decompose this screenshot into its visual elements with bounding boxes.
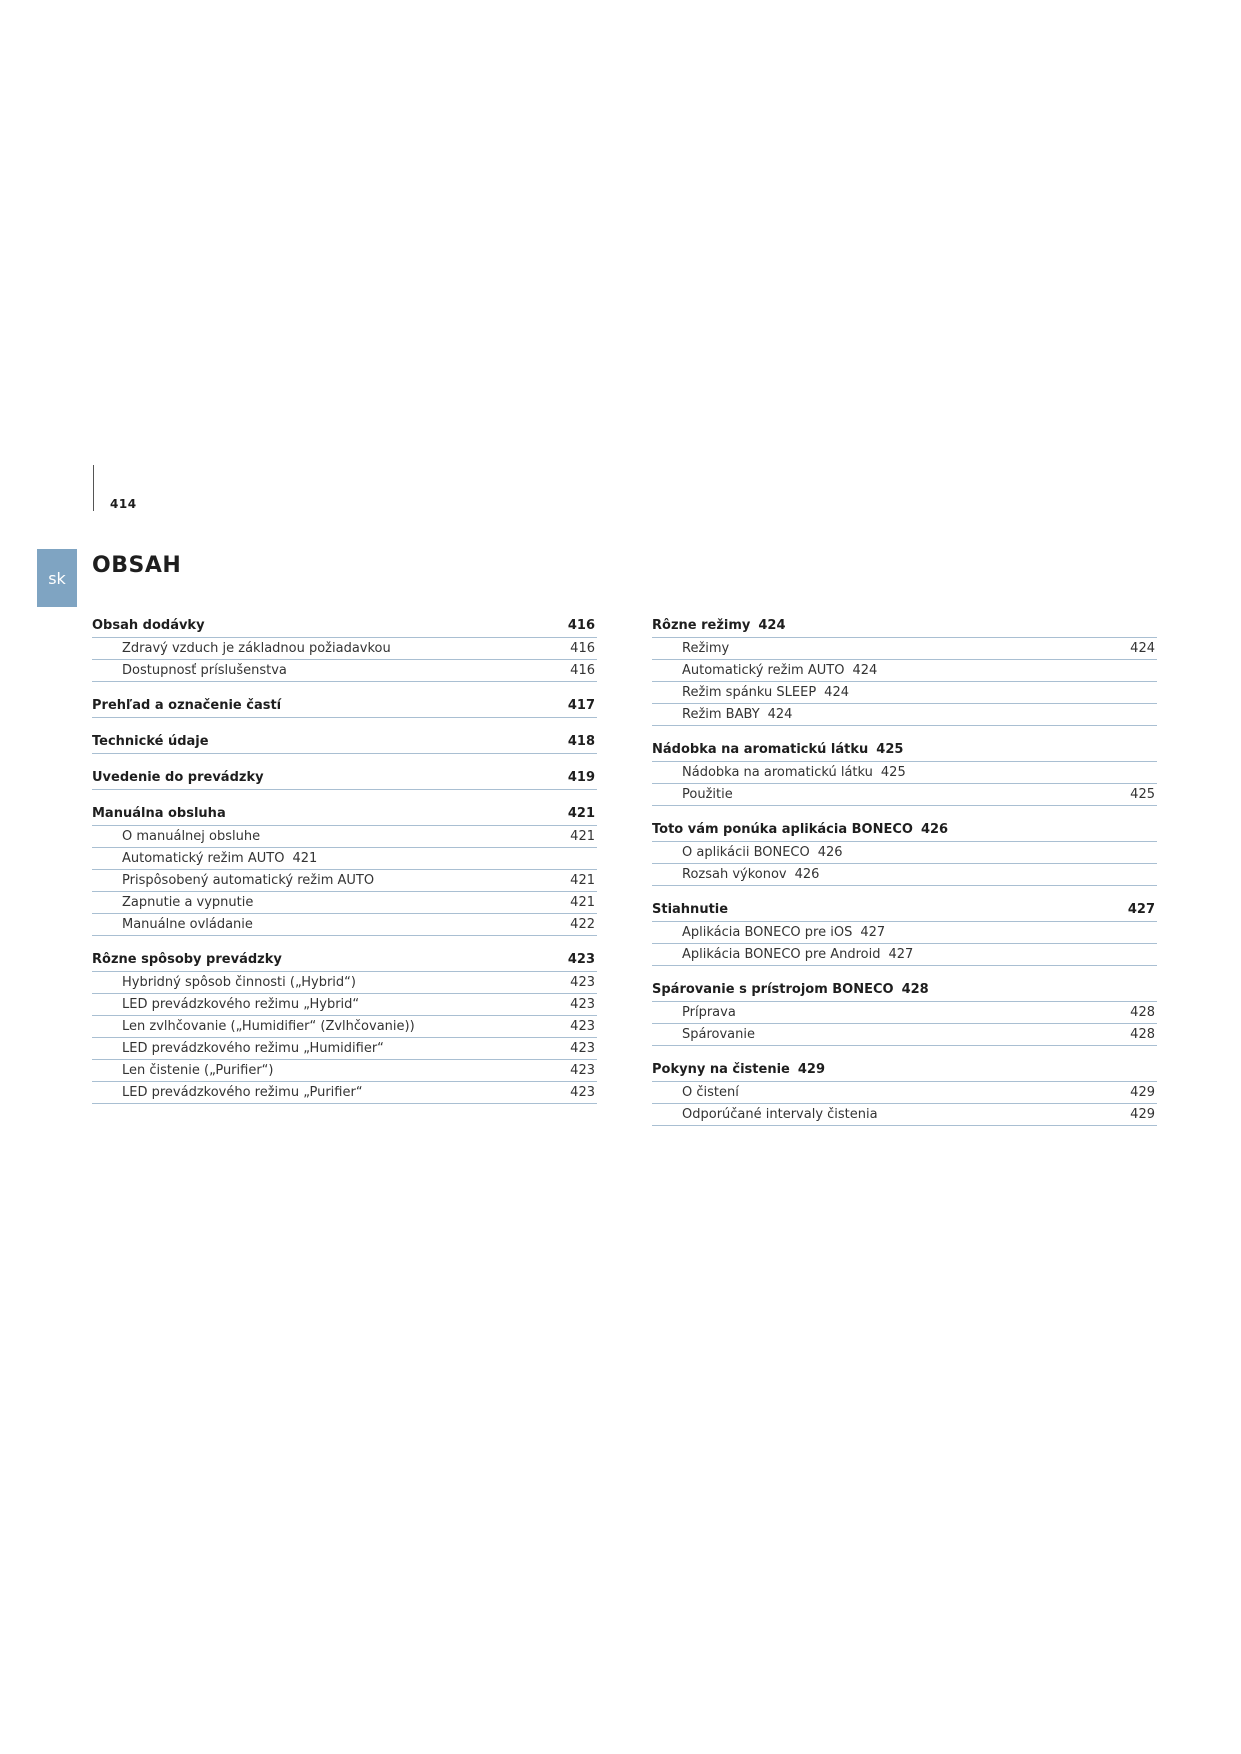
toc-entry[interactable] <box>92 1016 597 1038</box>
toc-heading[interactable] <box>92 730 597 754</box>
toc-heading-page: 426 <box>920 822 949 837</box>
toc-entry-label: Spárovanie <box>682 1027 755 1042</box>
toc-entry[interactable] <box>652 1002 1157 1024</box>
toc-heading-page: 421 <box>567 806 595 821</box>
toc-entry-page: 424 <box>1130 641 1155 656</box>
toc-entry[interactable] <box>92 892 597 914</box>
toc-entry[interactable] <box>652 682 1157 704</box>
toc-entry-page: 423 <box>570 975 595 990</box>
toc-entry-label: Dostupnosť príslušenstva <box>122 663 287 678</box>
toc-entry-label: Hybridný spôsob činnosti („Hybrid“) <box>122 975 356 990</box>
toc-entry-page: 423 <box>570 1085 595 1100</box>
toc-entry-label: Režimy <box>682 641 730 656</box>
toc-entry-page: 421 <box>570 895 595 910</box>
toc-entry-page: 421 <box>292 851 318 866</box>
toc-section <box>652 978 1157 1046</box>
toc-entry-label: Len čistenie („Purifier“) <box>122 1063 274 1078</box>
toc-entry-page: 423 <box>570 1019 595 1034</box>
toc-heading[interactable] <box>92 614 597 638</box>
toc-entry[interactable] <box>92 1060 597 1082</box>
toc-entry-label: Len zvlhčovanie („Humidifier“ (Zvlhčovanie)) <box>122 1019 415 1034</box>
toc-heading-label: Technické údaje <box>92 734 209 749</box>
toc-entry-page: 426 <box>817 845 843 860</box>
toc-heading-label: Nádobka na aromatickú látku 425 <box>652 742 904 757</box>
toc-entry[interactable] <box>92 1082 597 1104</box>
page-number: 414 <box>110 497 137 511</box>
toc-entry[interactable] <box>652 704 1157 726</box>
toc-heading-page: 429 <box>797 1062 825 1077</box>
toc-entry-label: Nádobka na aromatickú látku 425 <box>682 765 906 780</box>
toc-entry[interactable] <box>652 762 1157 784</box>
toc-entry[interactable] <box>652 842 1157 864</box>
toc-heading-page: 427 <box>1127 902 1155 917</box>
toc-entry-page: 424 <box>824 685 849 700</box>
toc-heading-label: Rôzne režimy 424 <box>652 618 786 633</box>
toc-heading-label: Manuálna obsluha <box>92 806 226 821</box>
toc-heading-page: 419 <box>567 770 595 785</box>
toc-entry-page: 421 <box>570 829 595 844</box>
toc-section <box>652 898 1157 966</box>
toc-heading-page: 428 <box>901 982 929 997</box>
toc-entry[interactable] <box>652 784 1157 806</box>
toc-entry-page: 427 <box>860 925 886 940</box>
toc-heading[interactable] <box>92 802 597 826</box>
toc-section <box>652 1058 1157 1126</box>
toc-heading[interactable] <box>92 766 597 790</box>
toc-entry-page: 426 <box>794 867 820 882</box>
toc-entry-page: 421 <box>570 873 595 888</box>
toc-entry[interactable] <box>92 848 597 870</box>
toc-entry-page: 423 <box>570 1063 595 1078</box>
toc-entry-label: Odporúčané intervaly čistenia <box>682 1107 878 1122</box>
toc-entry-page: 429 <box>1130 1107 1155 1122</box>
toc-entry-page: 423 <box>570 997 595 1012</box>
toc-column-left <box>92 614 597 1116</box>
toc-heading-label: Rôzne spôsoby prevádzky <box>92 952 282 967</box>
toc-heading-label: Toto vám ponúka aplikácia BONECO 426 <box>652 822 949 837</box>
toc-section <box>652 738 1157 806</box>
toc-entry-page: 429 <box>1130 1085 1155 1100</box>
toc-section <box>92 694 597 718</box>
toc-entry-page: 416 <box>570 663 595 678</box>
toc-entry[interactable] <box>92 914 597 936</box>
toc-heading[interactable] <box>652 1058 1157 1082</box>
toc-entry-label: Režim spánku SLEEP 424 <box>682 685 849 700</box>
toc-entry-label: LED prevádzkového režimu „Hybrid“ <box>122 997 360 1012</box>
toc-heading-label: Stiahnutie <box>652 902 729 917</box>
toc-entry[interactable] <box>92 994 597 1016</box>
toc-entry-label: Zapnutie a vypnutie <box>122 895 254 910</box>
toc-entry-page: 425 <box>880 765 906 780</box>
toc-section <box>92 766 597 790</box>
toc-entry[interactable] <box>652 660 1157 682</box>
toc-entry-label: Režim BABY 424 <box>682 707 793 722</box>
toc-entry[interactable] <box>652 944 1157 966</box>
toc-section <box>92 948 597 1104</box>
toc-heading-page: 416 <box>567 618 595 633</box>
toc-entry-label: Rozsah výkonov 426 <box>682 867 820 882</box>
toc-heading-page: 417 <box>567 698 595 713</box>
toc-entry-page: 428 <box>1130 1005 1155 1020</box>
language-tab: sk <box>37 549 77 607</box>
toc-entry[interactable] <box>92 972 597 994</box>
toc-entry-label: Použitie <box>682 787 733 802</box>
toc-heading-label: Uvedenie do prevádzky <box>92 770 264 785</box>
toc-heading-page: 423 <box>567 952 595 967</box>
toc-entry-label: O čistení <box>682 1085 739 1100</box>
toc-entry[interactable] <box>92 660 597 682</box>
toc-section <box>92 802 597 936</box>
toc-heading[interactable] <box>652 978 1157 1002</box>
toc-heading[interactable] <box>652 818 1157 842</box>
toc-heading[interactable] <box>92 694 597 718</box>
toc-heading[interactable] <box>652 614 1157 638</box>
toc-entry-label: Manuálne ovládanie <box>122 917 253 932</box>
toc-entry[interactable] <box>92 870 597 892</box>
toc-entry-label: Prispôsobený automatický režim AUTO <box>122 873 375 888</box>
toc-entry[interactable] <box>652 1024 1157 1046</box>
toc-heading-label: Obsah dodávky <box>92 618 205 633</box>
toc-entry[interactable] <box>652 1104 1157 1126</box>
toc-entry[interactable] <box>92 826 597 848</box>
toc-entry[interactable] <box>652 922 1157 944</box>
toc-section <box>92 614 597 682</box>
page-title: OBSAH <box>92 553 182 578</box>
toc-entry-page: 425 <box>1130 787 1155 802</box>
toc-entry[interactable] <box>92 1038 597 1060</box>
toc-heading-label: Spárovanie s prístrojom BONECO 428 <box>652 982 929 997</box>
toc-heading[interactable] <box>92 948 597 972</box>
toc-entry-page: 427 <box>888 947 914 962</box>
toc-heading-page: 424 <box>758 618 786 633</box>
toc-entry-label: LED prevádzkového režimu „Purifier“ <box>122 1085 363 1100</box>
toc-entry-label: Aplikácia BONECO pre iOS 427 <box>682 925 886 940</box>
toc-section <box>652 614 1157 726</box>
toc-heading-page: 425 <box>876 742 904 757</box>
toc-entry-label: O manuálnej obsluhe <box>122 829 261 844</box>
toc-entry[interactable] <box>652 1082 1157 1104</box>
toc-entry[interactable] <box>92 638 597 660</box>
toc-entry[interactable] <box>652 638 1157 660</box>
toc-entry-label: O aplikácii BONECO 426 <box>682 845 843 860</box>
toc-heading-label: Pokyny na čistenie 429 <box>652 1062 825 1077</box>
toc-entry-label: Automatický režim AUTO 421 <box>122 851 318 866</box>
toc-entry-page: 424 <box>852 663 878 678</box>
toc-heading-page: 418 <box>567 734 595 749</box>
page-number-divider <box>93 465 94 511</box>
toc-entry-label: LED prevádzkového režimu „Humidifier“ <box>122 1041 384 1056</box>
toc-entry-page: 422 <box>570 917 595 932</box>
toc-heading[interactable] <box>652 738 1157 762</box>
toc-entry[interactable] <box>652 864 1157 886</box>
toc-entry-label: Automatický režim AUTO 424 <box>682 663 878 678</box>
toc-entry-page: 428 <box>1130 1027 1155 1042</box>
toc-heading-label: Prehľad a označenie častí <box>92 698 282 713</box>
toc-entry-page: 416 <box>570 641 595 656</box>
toc-section <box>92 730 597 754</box>
toc-entry-page: 423 <box>570 1041 595 1056</box>
toc-entry-label: Zdravý vzduch je základnou požiadavkou <box>122 641 391 656</box>
toc-entry-label: Aplikácia BONECO pre Android 427 <box>682 947 914 962</box>
toc-heading[interactable] <box>652 898 1157 922</box>
toc-section <box>652 818 1157 886</box>
toc-entry-page: 424 <box>767 707 793 722</box>
toc-entry-label: Príprava <box>682 1005 736 1020</box>
toc-column-right <box>652 614 1157 1138</box>
